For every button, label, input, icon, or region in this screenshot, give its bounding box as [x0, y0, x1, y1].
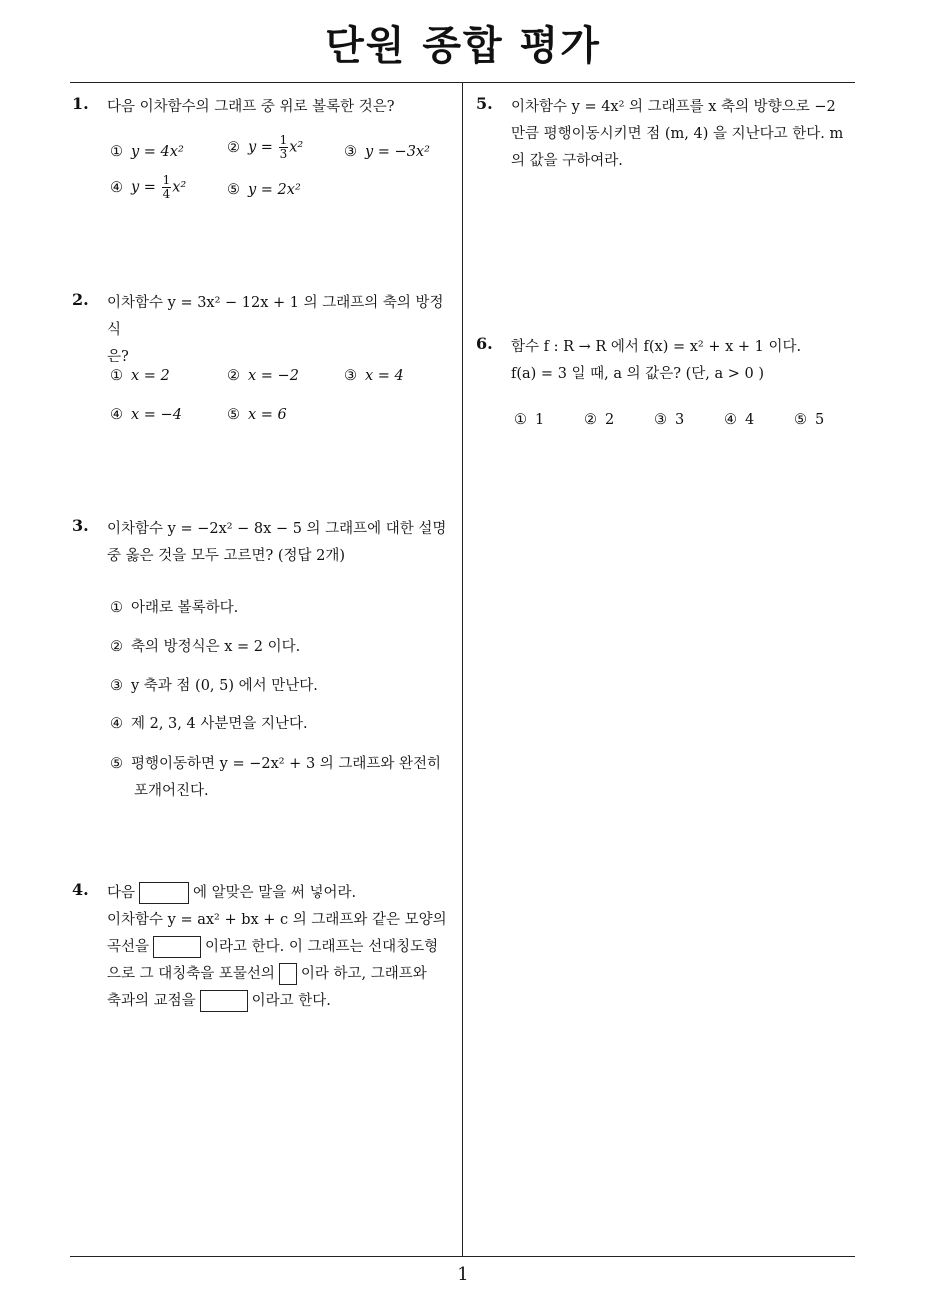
question-text: 다음 에 알맞은 말을 써 넣어라. 이차함수 y = ax² + bx + c 의 그래프와 같은 모양의 곡선을 이라고 한다. 이 그래프는 선대칭도형 으로 그 대칭축을 포물선의 이라 하고, 그래프와 축과의 교점을 이라고 한다. [107, 880, 459, 1015]
option-5[interactable]: ⑤ x = 6 [227, 407, 287, 423]
column-divider [462, 82, 463, 1256]
question-text: 함수 f : R → R 에서 f(x) = x² + x + 1 이다. f(a) = 3 일 때, a 의 값은? (단, a > 0 ) [511, 339, 802, 382]
fraction: $\frac{1}{3}$ [279, 133, 288, 161]
question-number: 4. [72, 880, 89, 899]
question-text: 이차함수 y = 4x² 의 그래프를 x 축의 방향으로 −2 만큼 평행이동시키면 점 (m, 4) 을 지난다고 한다. m 의 값을 구하여라. [511, 99, 844, 169]
option-2[interactable]: ② y = $\frac{1}{3}$ x² [227, 133, 304, 161]
option-4[interactable]: ④ x = −4 [110, 407, 182, 423]
question-number: 2. [72, 290, 89, 309]
option-1[interactable]: ① 아래로 볼록하다. [110, 600, 239, 616]
question-2 [72, 290, 457, 440]
option-4[interactable]: ④ 4 [724, 412, 755, 428]
answer-blank-vertex[interactable] [200, 990, 248, 1012]
question-text: 이차함수 y = 3x² − 12x + 1 의 그래프의 축의 방정식 은? [107, 295, 444, 365]
page-title: 단원 종합 평가 [325, 23, 601, 69]
option-5[interactable]: ⑤ 평행이동하면 y = −2x² + 3 의 그래프와 완전히 포개어진다. [110, 756, 442, 799]
option-3[interactable]: ③ y = −3x² [344, 144, 430, 160]
option-5[interactable]: ⑤ 5 [794, 412, 825, 428]
answer-blank-parabola[interactable] [153, 936, 201, 958]
question-text: 다음 이차함수의 그래프 중 위로 볼록한 것은? [107, 99, 395, 115]
option-3[interactable]: ③ x = 4 [344, 368, 404, 384]
option-1[interactable]: ① x = 2 [110, 368, 170, 384]
answer-blank-box[interactable] [139, 882, 189, 904]
question-6 [476, 334, 861, 444]
question-number: 5. [476, 94, 493, 113]
footer-rule [70, 1256, 855, 1257]
fraction: $\frac{1}{4}$ [162, 173, 171, 201]
question-text: 이차함수 y = −2x² − 8x − 5 의 그래프에 대한 설명 중 옳은 것을 모두 고르면? (정답 2개) [107, 521, 447, 564]
option-5[interactable]: ⑤ y = 2x² [227, 182, 301, 198]
question-3 [72, 516, 457, 816]
option-1[interactable]: ① 1 [514, 412, 545, 428]
option-2[interactable]: ② x = −2 [227, 368, 299, 384]
option-1[interactable]: ① y = 4x² [110, 144, 184, 160]
question-number: 1. [72, 94, 89, 113]
question-4 [72, 880, 457, 1020]
option-3[interactable]: ③ y 축과 점 (0, 5) 에서 만난다. [110, 678, 318, 694]
question-5 [476, 94, 861, 184]
question-number: 6. [476, 334, 493, 353]
page-number: 1 [457, 1264, 469, 1285]
option-4[interactable]: ④ 제 2, 3, 4 사분면을 지난다. [110, 716, 308, 732]
question-1 [72, 94, 457, 244]
option-4[interactable]: ④ y = $\frac{1}{4}$ x² [110, 173, 187, 201]
answer-blank-axis[interactable] [279, 963, 297, 985]
option-2[interactable]: ② 축의 방정식은 x = 2 이다. [110, 639, 301, 655]
option-2[interactable]: ② 2 [584, 412, 615, 428]
question-number: 3. [72, 516, 89, 535]
option-3[interactable]: ③ 3 [654, 412, 685, 428]
